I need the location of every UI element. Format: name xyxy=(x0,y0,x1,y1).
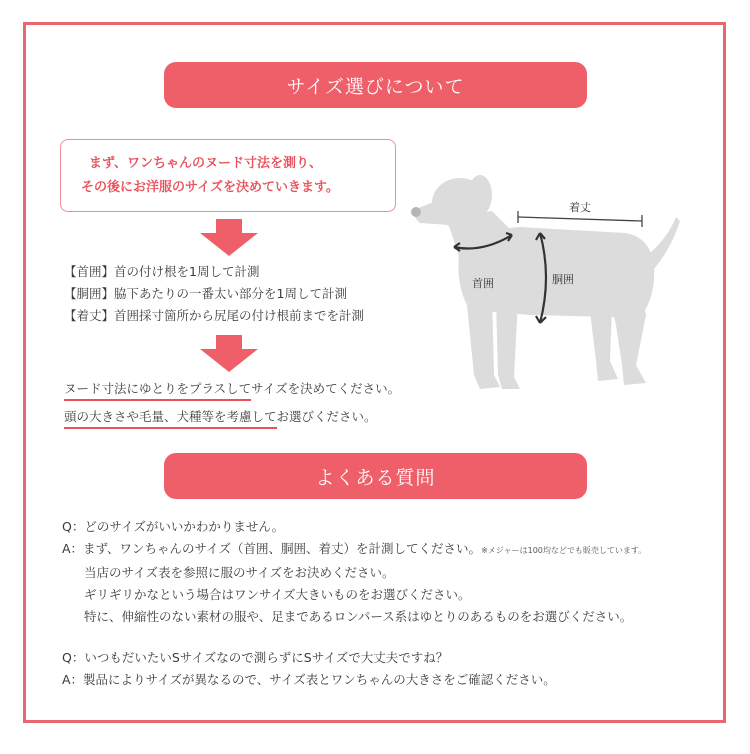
dog-label-chest: 胴囲 xyxy=(552,273,574,286)
intro-line-2: その後にお洋服のサイズを決めていきます。 xyxy=(81,180,339,195)
step-chest: 【胴囲】脇下あたりの一番太い部分を1周して計測 xyxy=(64,286,347,301)
step-length: 【着丈】首囲採寸箇所から尻尾の付け根前までを計測 xyxy=(64,308,365,323)
faq-1-note: ※メジャーは100均などでも販売しています。 xyxy=(481,546,647,555)
advice-line-1-rest: サイズを決めてください。 xyxy=(251,381,401,396)
section-title-faq: よくある質問 xyxy=(164,453,587,499)
faq-1-line-3: 特に、伸縮性のない素材の服や、足まであるロンパース系はゆとりのあるものをお選びください。 xyxy=(84,609,633,624)
faq-1-answer-text: A：まず、ワンちゃんのサイズ（首囲、胴囲、着丈）を計測してください。 xyxy=(62,541,482,556)
faq-1-line-2: ギリギリかなという場合はワンサイズ大きいものをお選びください。 xyxy=(84,587,471,602)
section-title-size-guide: サイズ選びについて xyxy=(164,62,587,108)
advice-line-2 xyxy=(64,407,377,425)
advice-line-1-underlined: ヌード寸法にゆとりをプラスして xyxy=(64,381,251,401)
dog-label-length: 着丈 xyxy=(569,201,591,214)
faq-1 xyxy=(62,516,646,628)
dog-illustration xyxy=(410,165,680,400)
measurement-steps xyxy=(64,261,364,327)
advice-line-1 xyxy=(64,379,400,397)
down-arrow-icon xyxy=(196,219,262,257)
faq-2-answer: A：製品によりサイズが異なるので、サイズ表とワンちゃんの大きさをご確認ください。 xyxy=(62,672,556,687)
faq-2 xyxy=(62,647,556,691)
faq-1-answer xyxy=(62,538,646,562)
intro-box xyxy=(60,139,396,212)
down-arrow-icon xyxy=(196,335,262,373)
intro-line-1: まず、ワンちゃんのヌード寸法を測り、 xyxy=(89,156,322,171)
faq-1-question: Q：どのサイズがいいかわかりません。 xyxy=(62,519,285,534)
faq-1-line-1: 当店のサイズ表を参照に服のサイズをお決めください。 xyxy=(84,565,395,580)
dog-label-neck: 首囲 xyxy=(472,277,494,290)
step-neck: 【首囲】首の付け根を1周して計測 xyxy=(64,264,260,279)
advice-line-2-underlined: 頭の大きさや毛量、犬種等を考慮して xyxy=(64,409,277,429)
advice-line-2-rest: お選びください。 xyxy=(276,409,377,424)
faq-2-question: Q：いつもだいたいSサイズなので測らずにSサイズで大丈夫ですね？ xyxy=(62,650,449,665)
